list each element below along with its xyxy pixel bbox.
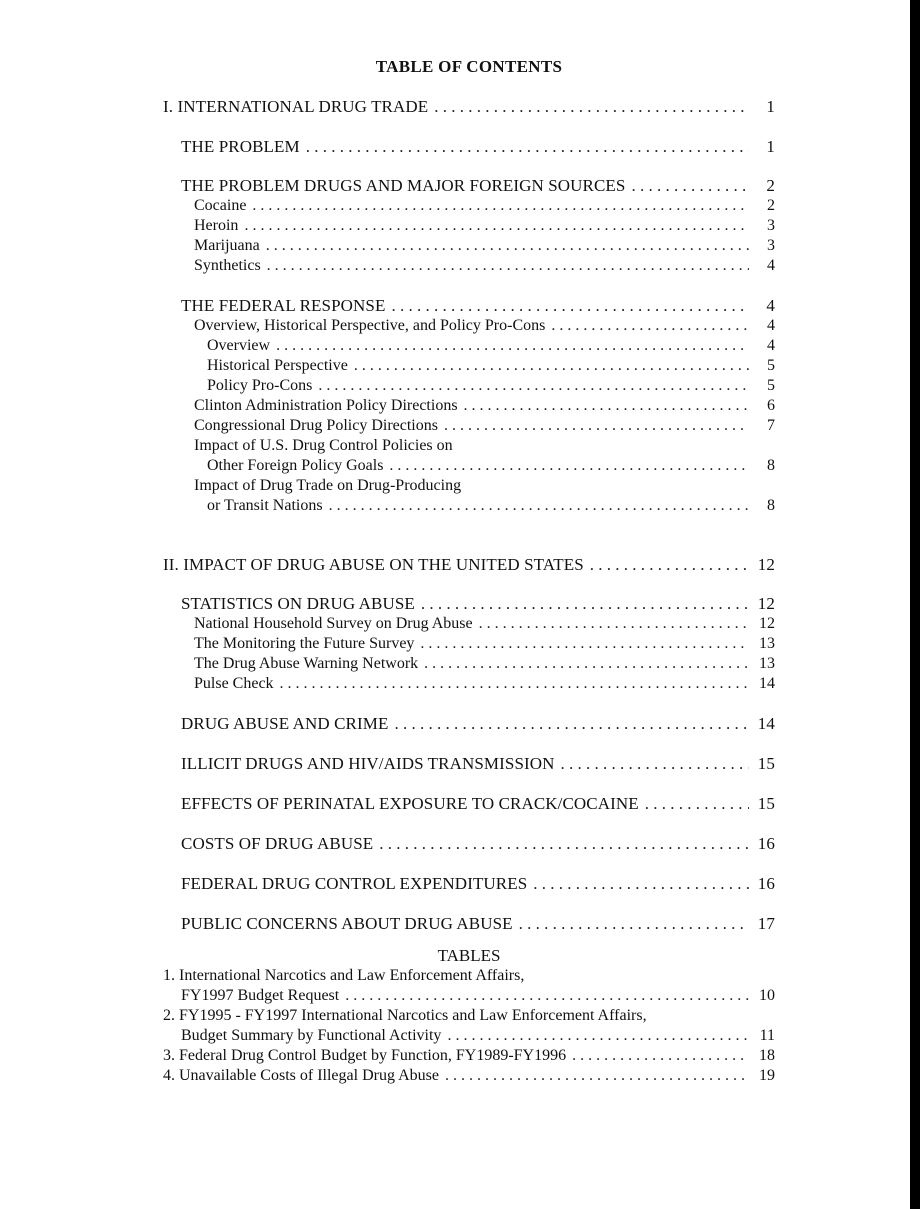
toc-entry-continued: Impact of Drug Trade on Drug-Producing	[194, 477, 462, 494]
toc-entry: FEDERAL DRUG CONTROL EXPENDITURES . . . 16	[163, 874, 775, 894]
table-list-entry: 3. Federal Drug Control Budget by Function, FY1989-FY1996 . . . 18	[163, 1046, 775, 1066]
toc-entry: Overview . . . 4	[163, 336, 775, 356]
toc-entry: THE PROBLEM . . . 1	[163, 137, 775, 157]
table-list-entry: 4. Unavailable Costs of Illegal Drug Abuse . . . 19	[163, 1066, 775, 1086]
toc-entry: THE PROBLEM DRUGS AND MAJOR FOREIGN SOURCES . . . 2	[163, 176, 775, 196]
toc-entry: Clinton Administration Policy Directions . . . 6	[163, 396, 775, 416]
table-list-entry: Budget Summary by Functional Activity . . . 11	[163, 1026, 775, 1046]
toc-entry: PUBLIC CONCERNS ABOUT DRUG ABUSE . . . 17	[163, 914, 775, 934]
toc-entry: Pulse Check . . . 14	[163, 674, 775, 694]
toc-entry: ILLICIT DRUGS AND HIV/AIDS TRANSMISSION . . . 15	[163, 754, 775, 774]
toc-entry: Overview, Historical Perspective, and Policy Pro-Cons . . . 4	[163, 316, 775, 336]
toc-entry: Synthetics . . . 4	[163, 256, 775, 276]
toc-entry: STATISTICS ON DRUG ABUSE . . . 12	[163, 594, 775, 614]
toc-entry: COSTS OF DRUG ABUSE . . . 16	[163, 834, 775, 854]
toc-entry: DRUG ABUSE AND CRIME . . . 14	[163, 714, 775, 734]
toc-entry: EFFECTS OF PERINATAL EXPOSURE TO CRACK/COCAINE . . . 15	[163, 794, 775, 814]
toc-entry: THE FEDERAL RESPONSE . . . 4	[163, 296, 775, 316]
toc-entry: The Drug Abuse Warning Network . . . 13	[163, 654, 775, 674]
toc-entry: Congressional Drug Policy Directions . . . 7	[163, 416, 775, 436]
tables-heading: TABLES	[437, 946, 501, 965]
toc-entry: Cocaine . . . 2	[163, 196, 775, 216]
table-list-entry-continued: 1. International Narcotics and Law Enforcement Affairs,	[163, 967, 525, 984]
table-list-entry-continued: 2. FY1995 - FY1997 International Narcotics and Law Enforcement Affairs,	[163, 1007, 647, 1024]
toc-entry: Marijuana . . . 3	[163, 236, 775, 256]
toc-entry: National Household Survey on Drug Abuse . . . 12	[163, 614, 775, 634]
toc-entry: Other Foreign Policy Goals . . . 8	[163, 456, 775, 476]
toc-entry-continued: Impact of U.S. Drug Control Policies on	[194, 437, 453, 454]
table-list-entry: FY1997 Budget Request . . . 10	[163, 986, 775, 1006]
table-of-contents	[163, 56, 775, 1086]
toc-entry: Historical Perspective . . . 5	[163, 356, 775, 376]
toc-entry: Heroin . . . 3	[163, 216, 775, 236]
toc-entry: Policy Pro-Cons . . . 5	[163, 376, 775, 396]
scan-edge-bar	[910, 0, 920, 1209]
toc-entry: or Transit Nations . . . 8	[163, 496, 775, 516]
page-title: TABLE OF CONTENTS	[375, 57, 563, 76]
toc-entry: II. IMPACT OF DRUG ABUSE ON THE UNITED STATES . . . 12	[163, 555, 775, 575]
toc-entry: The Monitoring the Future Survey . . . 13	[163, 634, 775, 654]
toc-entry: I. INTERNATIONAL DRUG TRADE . . . 1	[163, 97, 775, 117]
